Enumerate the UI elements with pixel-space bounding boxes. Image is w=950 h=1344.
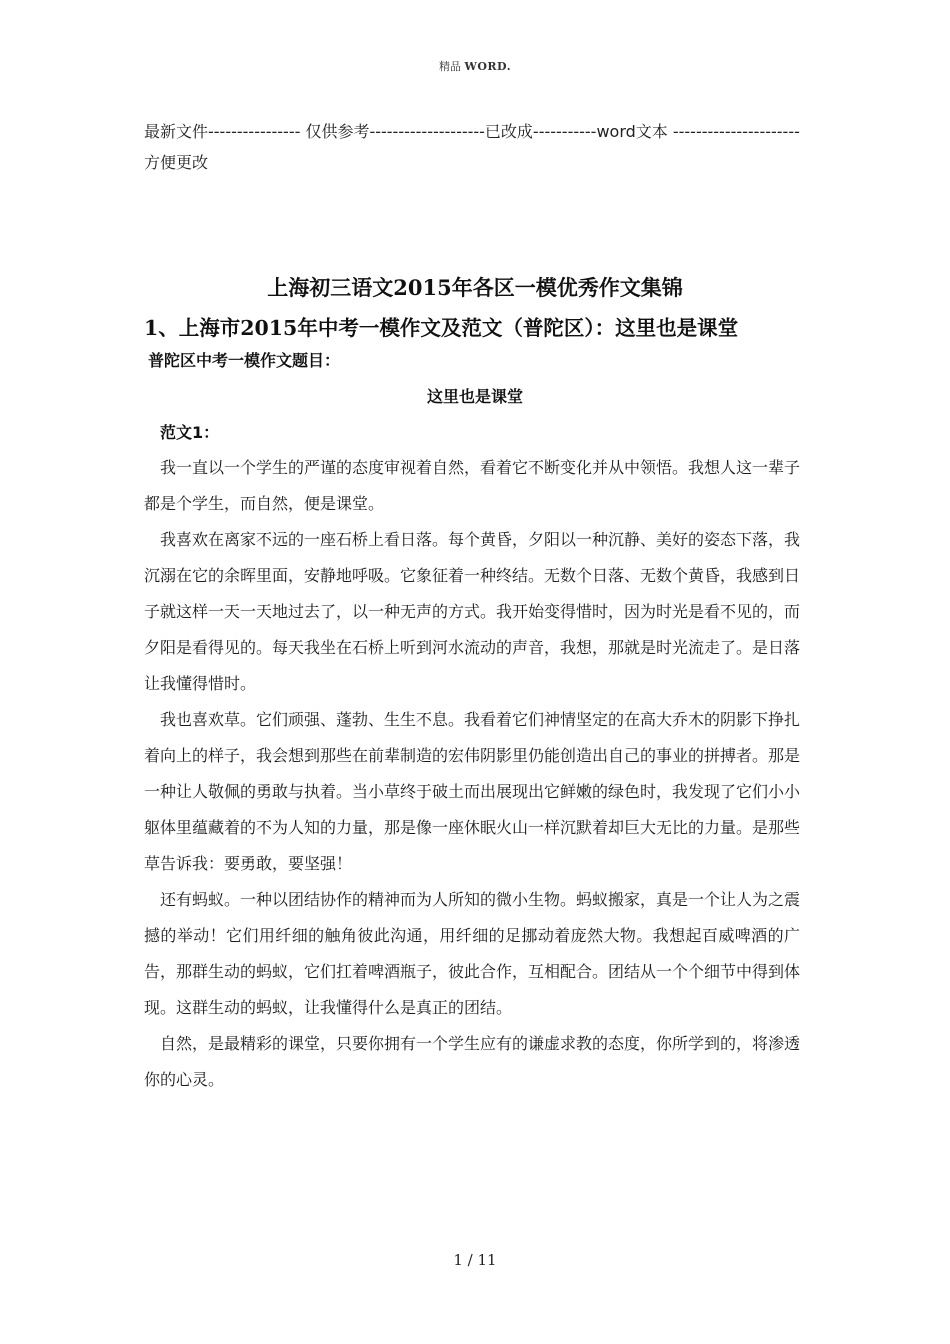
essay-body [144, 450, 800, 1098]
sample-label: 范文1： [160, 423, 220, 442]
paragraph: 还有蚂蚁。一种以团结协作的精神而为人所知的微小生物。蚂蚁搬家，真是一个让人为之震撼的举动！它们用纤细的触角彼此沟通，用纤细的足挪动着庞然大物。我想起百威啤酒的广告，那群生动的蚂蚁，它们扛着啤酒瓶子，彼此合作，互相配合。团结从一个个细节中得到体现。这群生动的蚂蚁，让我懂得什么是真正的团结。 [144, 890, 801, 1017]
notice-line: 最新文件---------------- 仅供参考--------------------已改成-----------word文本 ---------------------- 方便更改 [144, 122, 800, 172]
prompt-heading: 普陀区中考一模作文题目： [148, 351, 341, 370]
header-brand: WORD. [464, 60, 512, 73]
paragraph: 自然，是最精彩的课堂，只要你拥有一个学生应有的谦虚求教的态度，你所学到的，将渗透你的心灵。 [144, 1034, 801, 1089]
main-title: 上海初三语文2015年各区一模优秀作文集锦 [267, 275, 683, 300]
page-header [0, 58, 950, 74]
paragraph: 我也喜欢草。它们顽强、蓬勃、生生不息。我看着它们神情坚定的在高大乔木的阴影下挣扎着向上的样子，我会想到那些在前辈制造的宏伟阴影里仍能创造出自己的事业的拼搏者。那是一种让人敬佩的勇敢与执着。当小草终于破土而出展现出它鲜嫩的绿色时，我发现了它们小小躯体里蕴藏着的不为人知的力量，那是像一座休眠火山一样沉默着却巨大无比的力量。是那些草告诉我：要勇敢，要坚强！ [144, 710, 801, 873]
header-label: 精品 [438, 60, 461, 73]
page-indicator: 1 / 11 [453, 1251, 497, 1269]
section-title: 1、上海市2015年中考一模作文及范文（普陀区）：这里也是课堂 [144, 316, 739, 340]
essay-title: 这里也是课堂 [426, 387, 523, 406]
paragraph: 我一直以一个学生的严谨的态度审视着自然，看着它不断变化并从中领悟。我想人这一辈子都是个学生，而自然，便是课堂。 [144, 458, 801, 513]
paragraph: 我喜欢在离家不远的一座石桥上看日落。每个黄昏，夕阳以一种沉静、美好的姿态下落，我沉溺在它的余晖里面，安静地呼吸。它象征着一种终结。无数个日落、无数个黄昏，我感到日子就这样一天一天地过去了，以一种无声的方式。我开始变得惜时，因为时光是看不见的，而夕阳是看得见的。每天我坐在石桥上听到河水流动的声音，我想，那就是时光流走了。是日落让我懂得惜时。 [144, 530, 801, 693]
